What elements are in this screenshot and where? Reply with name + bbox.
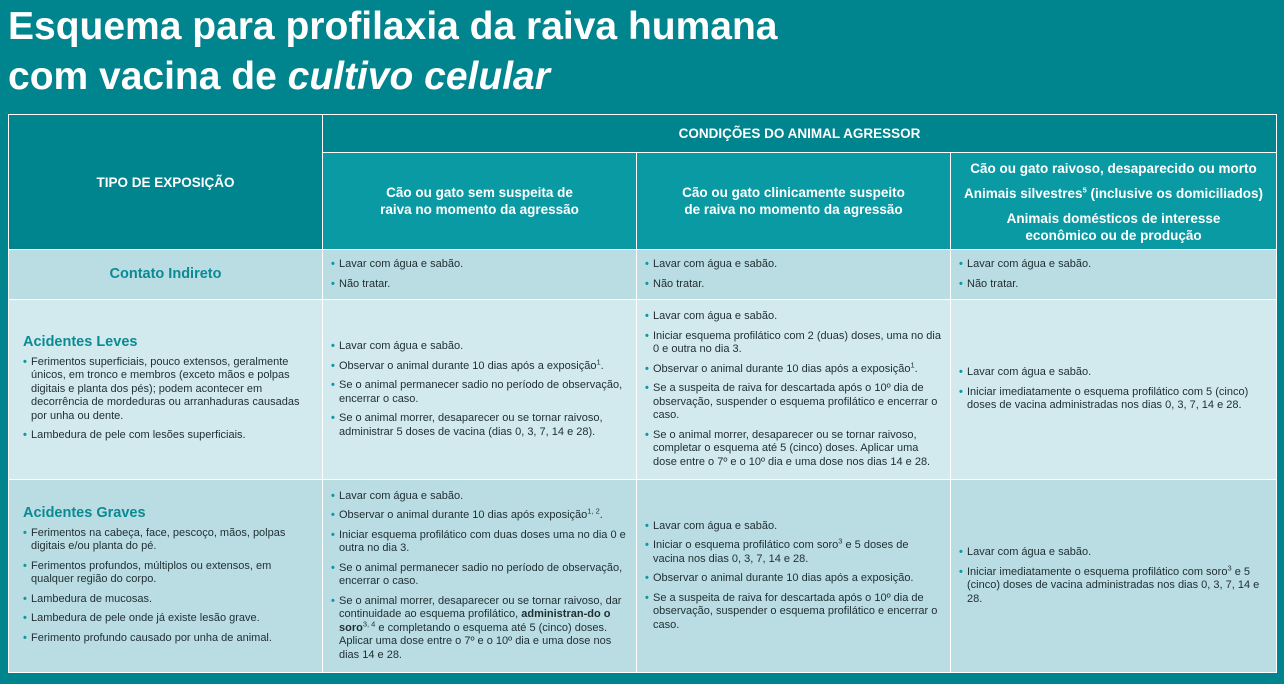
list-item: • Lavar com água e sabão. bbox=[331, 340, 464, 352]
prophylaxis-table bbox=[8, 114, 1277, 673]
row-title-acidentes-leves: Acidentes Leves bbox=[23, 334, 138, 351]
list-item: • Ferimento profundo causado por unha de animal. bbox=[23, 631, 272, 644]
title-line-2: com vacina de bbox=[8, 55, 288, 98]
row-title-acidentes-graves: Acidentes Graves bbox=[23, 505, 146, 521]
list-item: • Ferimentos na cabeça, face, pescoço, mãos, polpas digitais e/ou planta do pé. bbox=[23, 526, 286, 552]
row-title-contato-indireto: Contato Indireto bbox=[109, 265, 222, 282]
list-item: • Não tratar. bbox=[331, 277, 391, 290]
list-item: • Se o animal morrer, desaparecer ou se tornar raivoso, completar o esquema até 5 (cinco) doses. Aplicar uma dose entre o 7º e o 10º dia e uma dose nos dias 14 e 28. bbox=[645, 428, 931, 468]
list-item: • Iniciar esquema profilático com duas doses uma no dia 0 e outra no dia 3. bbox=[331, 528, 626, 555]
list-item: • Lavar com água e sabão. bbox=[645, 519, 778, 532]
leves-col1 bbox=[323, 300, 637, 480]
list-item: • Iniciar imediatamente o esquema profilático com 5 (cinco) doses de vacina administradas nos dias 0, 3, 7, 14 e 28. bbox=[959, 385, 1249, 412]
title-line-1: Esquema para profilaxia da raiva humana bbox=[8, 5, 778, 48]
list-item: • Observar o animal durante 10 dias após exposição$^{1, 2}$. bbox=[331, 506, 603, 522]
leves-col2 bbox=[637, 300, 951, 480]
list-item: • Se o animal morrer, desaparecer ou se tornar raivoso, administrar 5 doses de vacina (dias 0, 3, 7, 14 e 28). bbox=[331, 412, 603, 438]
list-item: • Se a suspeita de raiva for descartada após o 10º dia de observação, suspender o esquema profilático e encerrar o caso. bbox=[645, 382, 938, 421]
list-item: • Se o animal permanecer sadio no período de observação, encerrar o caso. bbox=[331, 379, 623, 405]
indireto-col1 bbox=[323, 250, 637, 300]
header-col-clinicamente-suspeito: Cão ou gato clinicamente suspeito de raiva no momento da agressão bbox=[637, 153, 951, 250]
header-col-raivoso: Cão ou gato raivoso, desaparecido ou morto Animais silvestres$^5$ (inclusive os domiciliados) Animais domésticos de interesse econômico ou de produção bbox=[951, 153, 1277, 250]
list-item: • Observar o animal durante 10 dias após a exposição$^1$. bbox=[331, 356, 604, 372]
list-item: • Lavar com água e sabão. bbox=[331, 258, 464, 270]
list-item: • Lambedura de mucosas. bbox=[23, 592, 153, 605]
list-item: • Se o animal permanecer sadio no período de observação, encerrar o caso. bbox=[331, 561, 623, 588]
graves-col3 bbox=[951, 480, 1277, 673]
row-acidentes-graves bbox=[9, 480, 1277, 673]
list-item: • Se a suspeita de raiva for descartada após o 10º dia de observação, suspender o esquema profilático e encerrar o caso. bbox=[645, 591, 938, 631]
header-condicoes: CONDIÇÕES DO ANIMAL AGRESSOR bbox=[323, 115, 1277, 153]
list-item: • Não tratar. bbox=[645, 277, 705, 290]
graves-col1 bbox=[323, 480, 637, 673]
title-italic: cultivo celular bbox=[287, 55, 550, 98]
indireto-col3 bbox=[951, 250, 1277, 300]
list-item: • Observar o animal durante 10 dias após a exposição$^1$. bbox=[645, 359, 918, 375]
list-item: • Lavar com água e sabão. bbox=[959, 258, 1092, 270]
list-item: • Lambedura de pele onde já existe lesão grave. bbox=[23, 612, 260, 624]
list-item: • Lambedura de pele com lesões superficiais. bbox=[23, 429, 246, 442]
list-item: • Observar o animal durante 10 dias após a exposição. bbox=[645, 572, 914, 585]
row-acidentes-leves bbox=[9, 300, 1277, 480]
list-item: • Lavar com água e sabão. bbox=[959, 366, 1092, 379]
list-item: • Lavar com água e sabão. bbox=[959, 546, 1092, 558]
list-item: • Ferimentos profundos, múltiplos ou extensos, em qualquer região do corpo. bbox=[23, 559, 272, 585]
list-item: • Lavar com água e sabão. bbox=[331, 489, 464, 502]
page-title bbox=[8, 2, 777, 102]
list-item: • Se o animal morrer, desaparecer ou se tornar raivoso, dar continuidade ao esquema profilático, administran-do o soro$^{3, 4}$ e completando o esquema até 5 (cinco) doses. Aplicar uma dose entre o 7º e o 10º dia e uma dose nos dias 14 e 28. bbox=[331, 594, 622, 661]
list-item: • Lavar com água e sabão. bbox=[645, 310, 778, 322]
graves-col2 bbox=[637, 480, 951, 673]
list-item: • Iniciar o esquema profilático com soro$^3$ e 5 doses de vacina nos dias 0, 3, 7, 14 e 28. bbox=[645, 536, 909, 565]
row-contato-indireto bbox=[9, 250, 1277, 300]
leves-col3 bbox=[951, 300, 1277, 480]
list-item: • Lavar com água e sabão. bbox=[645, 258, 778, 270]
list-item: • Não tratar. bbox=[959, 277, 1019, 290]
list-item: • Ferimentos superficiais, pouco extensos, geralmente únicos, em tronco e membros (exceto mãos e polpas digitais e planta dos pés); podem acontecer em decorrência de mordeduras ou arranhaduras causadas por unha ou dente. bbox=[23, 355, 300, 422]
header-tipo-exposicao: TIPO DE EXPOSIÇÃO bbox=[9, 115, 323, 250]
list-item: • Iniciar esquema profilático com 2 (duas) doses, uma no dia 0 e outra no dia 3. bbox=[645, 329, 941, 355]
indireto-col2 bbox=[637, 250, 951, 300]
list-item: • Iniciar imediatamente o esquema profilático com soro$^3$ e 5 (cinco) doses de vacina administradas nos dias 0, 3, 7, 14 e 28. bbox=[959, 562, 1260, 605]
header-col-sem-suspeita: Cão ou gato sem suspeita de raiva no momento da agressão bbox=[323, 153, 637, 250]
